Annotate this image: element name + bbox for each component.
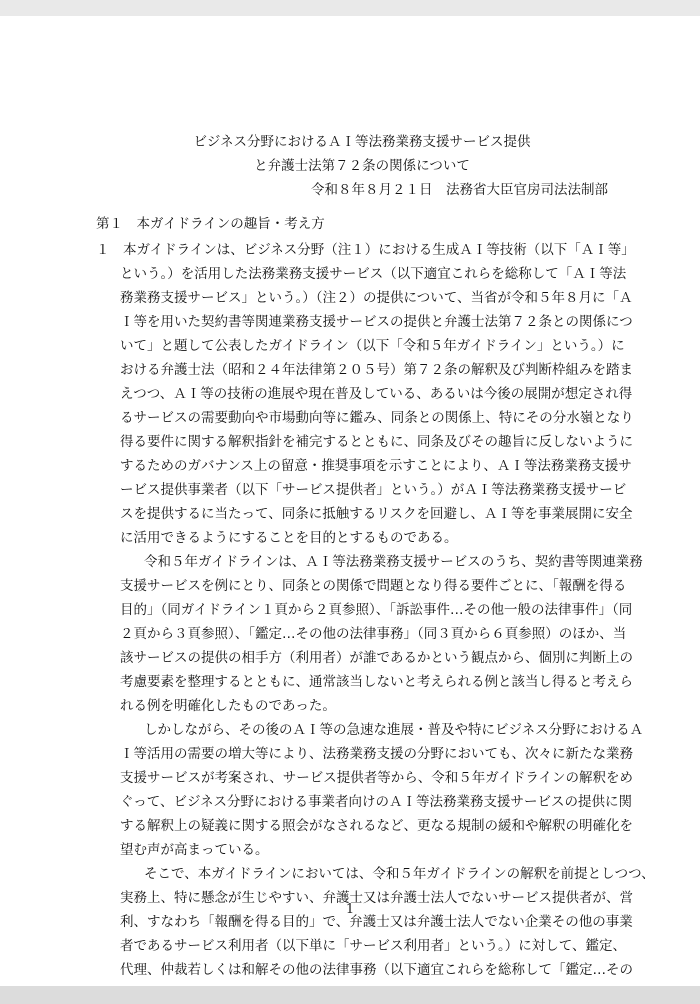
paragraph-line: するためのガバナンス上の留意・推奨事項を示すことにより、ＡＩ等法務業務支援サ xyxy=(120,458,632,474)
paragraph-line: する解釈上の疑義に関する照会がなされるなど、更なる規制の緩和や解釈の明確化を xyxy=(120,818,633,834)
paragraph-line: 令和５年ガイドラインは、ＡＩ等法務業務支援サービスのうち、契約書等関連業務 xyxy=(144,554,643,570)
document-title-line-1: ビジネス分野におけるＡＩ等法務業務支援サービス提供 xyxy=(193,134,531,150)
paragraph-line: スを提供するに当たって、同条に抵触するリスクを回避し、ＡＩ等を事業展開に安全 xyxy=(120,506,633,522)
document-title-line-2: と弁護士法第７２条の関係について xyxy=(254,158,470,174)
paragraph-line: 務業務支援サービス」という。）（注２）の提供について、当省が令和５年８月に「Ａ xyxy=(120,290,633,306)
document-page xyxy=(0,16,700,986)
paragraph-line: 者であるサービス利用者（以下単に「サービス利用者」という。）に対して、鑑定、 xyxy=(120,938,626,954)
paragraph-line: 得る要件に関する解釈指針を補完するとともに、同条及びその趣旨に反しないように xyxy=(120,434,633,450)
title-block xyxy=(0,130,700,198)
paragraph-line: 支援サービスを例にとり、同条との関係で問題となり得る要件ごとに、「報酬を得る xyxy=(120,578,627,594)
paragraph-line: おける弁護士法（昭和２４年法律第２０５号）第７２条の解釈及び判断枠組みを踏ま xyxy=(120,362,633,378)
paragraph-line: れる例を明確化したものであった。 xyxy=(120,698,336,714)
paragraph-line: 支援サービスが考案され、サービス提供者等から、令和５年ガイドラインの解釈をめ xyxy=(120,770,633,786)
paragraph-line: という。）を活用した法務業務支援サービス（以下適宜これらを総称して「ＡＩ等法 xyxy=(120,266,627,282)
paragraph-line: ービス提供事業者（以下「サービス提供者」という。）がＡＩ等法務業務支援サービ xyxy=(120,482,627,498)
paragraph-line: るサービスの需要動向や市場動向等に鑑み、同条との関係上、特にその分水嶺となり xyxy=(120,410,634,426)
paragraph-line: 該サービスの提供の相手方（利用者）が誰であるかという観点から、個別に判断上の xyxy=(120,650,633,666)
paragraph-line: えつつ、ＡＩ等の技術の進展や現在普及している、あるいは今後の展開が想定され得 xyxy=(120,386,633,402)
paragraph-line: Ｉ等活用の需要の増大等により、法務業務支援の分野においても、次々に新たな業務 xyxy=(120,746,633,762)
paragraph-line: に活用できるようにすることを目的とするものである。 xyxy=(120,530,458,546)
paragraph-line: ２頁から３頁参照）、「鑑定…その他の法律事務」（同３頁から６頁参照）のほか、当 xyxy=(120,626,627,642)
paragraph-line: しかしながら、その後のＡＩ等の急速な進展・普及や特にビジネス分野におけるＡ xyxy=(144,722,644,738)
viewer-top-bar xyxy=(0,0,700,16)
paragraph-line: １ 本ガイドラインは、ビジネス分野（注１）における生成ＡＩ等技術（以下「ＡＩ等」 xyxy=(96,242,635,258)
paragraph-line: 望む声が高まっている。 xyxy=(120,842,269,858)
page-number: 1 xyxy=(345,902,355,917)
paragraph-line: ぐって、ビジネス分野における事業者向けのＡＩ等法務業務支援サービスの提供に関 xyxy=(120,794,633,810)
date-and-author: 令和８年８月２１日 法務省大臣官房司法法制部 xyxy=(311,182,608,198)
paragraph-line: 実務上、特に懸念が生じやすい、弁護士又は弁護士法人でないサービス提供者が、営 xyxy=(120,890,633,906)
paragraph-line: そこで、本ガイドラインにおいては、令和５年ガイドラインの解釈を前提としつつ、 xyxy=(144,866,655,882)
section-heading: 第１ 本ガイドラインの趣旨・考え方 xyxy=(96,216,325,232)
paragraph-line: 目的」（同ガイドライン１頁から２頁参照）、「訴訟事件…その他一般の法律事件」（同 xyxy=(120,602,633,618)
paragraph-line: いて」と題して公表したガイドライン（以下「令和５年ガイドライン」という。）に xyxy=(120,338,625,354)
paragraph-line: Ｉ等を用いた契約書等関連業務支援サービスの提供と弁護士法第７２条との関係につ xyxy=(120,314,633,330)
paragraph-line: 代理、仲裁若しくは和解その他の法律事務（以下適宜これらを総称して「鑑定…その xyxy=(120,962,633,978)
paragraph-line: 考慮要素を整理するとともに、通常該当しないと考えられる例と該当し得ると考えら xyxy=(120,674,633,690)
body-text xyxy=(96,238,655,982)
paragraph-line: 利、すなわち「報酬を得る目的」で、弁護士又は弁護士法人でない企業その他の事業 xyxy=(120,914,633,930)
